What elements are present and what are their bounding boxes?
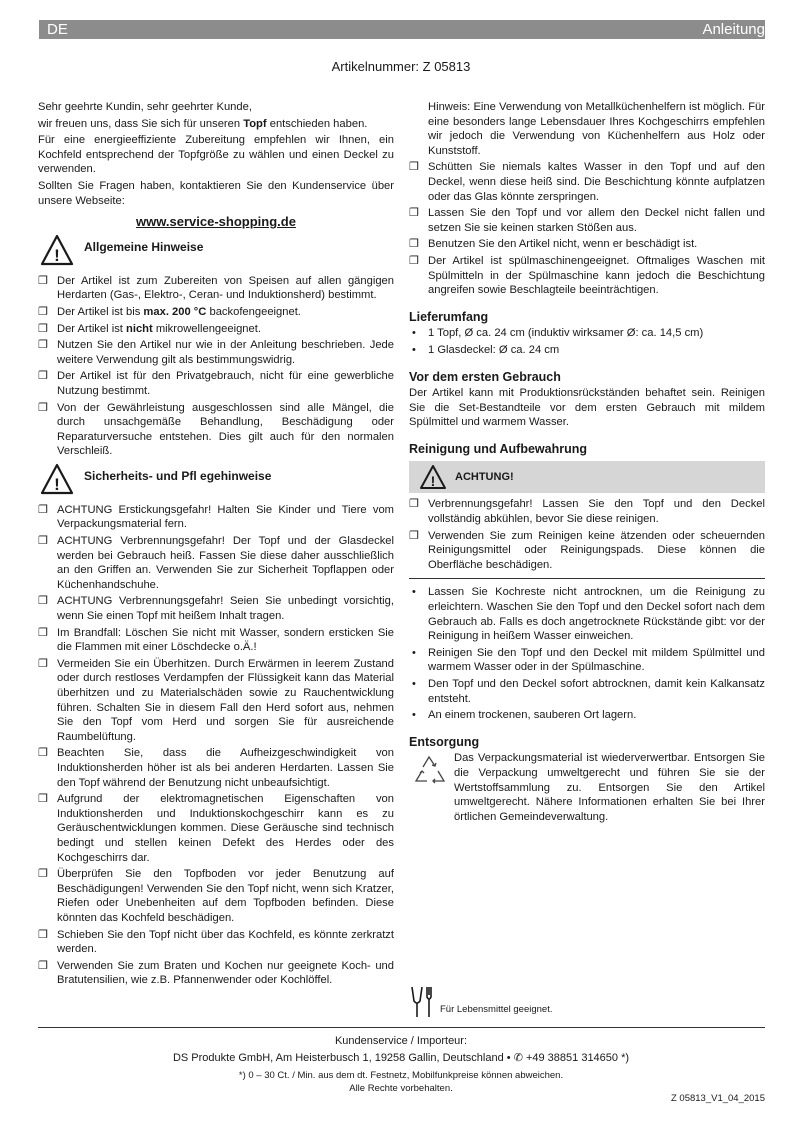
disposal-block — [409, 751, 765, 824]
svg-text:!: ! — [54, 245, 60, 265]
list-item: ❐ Überprüfen Sie den Topfboden vor jeder Benutzung auf Beschädigungen! Verwenden Sie den Topf nicht, wenn sich Kratzer, Riefen oder Unebenheiten auf dem Topfboden befinden. Diese könnten das Kochfeld beschädigen. — [38, 868, 394, 924]
list-item: ❐ ACHTUNG Verbrennungsgefahr! Seien Sie unbedingt vorsichtig, wenn Sie einen Topf mit heißem Inhalt tragen. — [38, 595, 394, 623]
checkbox-bullet-icon: ❐ — [38, 868, 48, 881]
checkbox-bullet-icon: ❐ — [409, 498, 419, 511]
list-item: ❐ Der Artikel ist nicht mikrowellengeeignet. — [38, 322, 261, 335]
list-item: ❐ Verwenden Sie zum Braten und Kochen nur geeignete Koch- und Bratutensilien, wie z.B. Pfannenwender oder Kochlöffel. — [38, 959, 394, 987]
checkbox-bullet-icon: ❐ — [409, 161, 419, 174]
delivery-title: Lieferumfang — [409, 309, 489, 324]
right-column — [409, 100, 765, 824]
food-safe-label: Für Lebensmittel geeignet. — [440, 1004, 553, 1015]
checkbox-bullet-icon: ❐ — [38, 322, 48, 335]
list-item: • 1 Topf, Ø ca. 24 cm (induktiv wirksamer Ø: ca. 14,5 cm) — [412, 327, 704, 340]
list-item: • Den Topf und den Deckel sofort abtrocknen, damit kein Kalkansatz entsteht. — [412, 678, 765, 705]
footer-service-label: Kundenservice / Importeur: — [334, 1035, 468, 1047]
disposal-text: Das Verpackungsmaterial ist wiederverwertbar. Entsorgen Sie die Verpackung umweltgerecht und führen Sie sie der Wertstoffsammlung zu. Entsorgen Sie den Artikel umweltgerecht. Nähere Informationen erhalten Sie bei Ihrer örtlichen Gemeindeverwaltung. — [454, 752, 765, 823]
checkbox-bullet-icon: ❐ — [38, 503, 48, 516]
achtung-label: ACHTUNG! — [455, 471, 514, 484]
intro-paragraph-2: Für eine energieeffiziente Zubereitung empfehlen wir Ihnen, ein Kochfeld entsprechend der Topfgröße zu wählen und einen Deckel zu verwenden. — [38, 134, 394, 176]
checkbox-bullet-icon: ❐ — [38, 595, 48, 608]
list-item: ❐ Vermeiden Sie ein Überhitzen. Durch Erwärmen in leerem Zustand oder durch restloses Verdampfen der Flüssigkeit kann das Material überhitzen und zu Materialschäden sowie zu Rauchentwicklung führen. Schalten Sie in diesem Fall den Herd sofort aus, nehmen Sie den Topf vom Herd und sorgen Sie für ausreichende Raumbelüftung. — [38, 657, 394, 743]
bullet-dot-icon: • — [412, 709, 416, 722]
bullet-dot-icon: • — [412, 343, 416, 356]
divider — [409, 578, 765, 579]
cleaning-warning-list — [409, 497, 765, 572]
safety-notes-list — [38, 503, 394, 988]
list-item: ❐ Nutzen Sie den Artikel nur wie in der Anleitung beschrieben. Jede weitere Verwendung gilt als bestimmungswidrig. — [38, 339, 394, 366]
safety-notes-heading — [38, 463, 394, 501]
bullet-dot-icon: • — [412, 327, 416, 340]
header-bar — [39, 20, 765, 39]
list-item: ❐ Von der Gewährleistung ausgeschlossen sind alle Mängel, die durch unsachgemäße Behandlung, Beschädigung oder Reparaturversuche entstehen. Dies gilt auch für den normalen Verschleiß. — [38, 401, 394, 458]
list-item: ❐ Schütten Sie niemals kaltes Wasser in den Topf und auf den Deckel, wenn diese heiß sind. Die Beschichtung könnte aufplatzen oder das Glas könnte zerspringen. — [409, 161, 765, 203]
list-item: ❐ Der Artikel ist für den Privatgebrauch, nicht für eine gewerbliche Nutzung bestimmt. — [38, 370, 394, 397]
metal-utensils-hint: Hinweis: Eine Verwendung von Metallküchenhelfern ist möglich. Für eine besonders lange Lebensdauer Ihres Kochgeschirrs empfehlen wir jedoch die Verwendung von Küchenhelfern aus Holz oder Kunststoff. — [428, 101, 765, 157]
checkbox-bullet-icon: ❐ — [38, 370, 48, 383]
checkbox-bullet-icon: ❐ — [38, 657, 48, 670]
intro-paragraph-1: wir freuen uns, dass Sie sich für unseren Topf entschieden haben. — [38, 117, 368, 130]
language-label: DE — [47, 21, 68, 38]
general-notes-list — [38, 274, 394, 459]
list-item: • 1 Glasdeckel: Ø ca. 24 cm — [412, 343, 560, 356]
food-safe-block — [409, 985, 765, 1021]
list-item: ❐ Im Brandfall: Löschen Sie nicht mit Wasser, sondern ersticken Sie die Flammen mit einer Löschdecke o.Ä.! — [38, 626, 394, 654]
list-item: ❐ Aufgrund der elektromagnetischen Eigenschaften von Induktionsherden und Induktionskochgeschirr kann es zu Geräuschentwicklungen kommen. Diese Geräusche sind technisch bedingt und stellen keinen Defekt des Herdes oder des Kochgeschirrs dar. — [38, 793, 394, 864]
list-item: ❐ Lassen Sie den Topf und vor allem den Deckel nicht fallen und setzen Sie sie keinen starken Stößen aus. — [409, 207, 765, 234]
checkbox-bullet-icon: ❐ — [38, 928, 48, 941]
list-item: ❐ Benutzen Sie den Artikel nicht, wenn er beschädigt ist. — [409, 238, 698, 251]
footer-divider — [38, 1027, 765, 1028]
safety-notes-title: Sicherheits- und Pfl egehinweise — [84, 468, 272, 483]
care-list — [409, 160, 765, 297]
list-item: ❐ Der Artikel ist bis max. 200 °C backofengeeignet. — [38, 305, 301, 318]
list-item: ❐ Verbrennungsgefahr! Lassen Sie den Topf und den Deckel vollständig abkühlen, bevor Sie diese reinigen. — [409, 498, 765, 526]
cleaning-title: Reinigung und Aufbewahrung — [409, 441, 587, 456]
checkbox-bullet-icon: ❐ — [38, 535, 48, 548]
list-item: ❐ ACHTUNG Erstickungsgefahr! Halten Sie Kinder und Tiere vom Verpackungsmaterial fern. — [38, 503, 394, 531]
first-use-title: Vor dem ersten Gebrauch — [409, 369, 561, 384]
svg-text:!: ! — [54, 474, 60, 494]
list-item: ❐ Der Artikel ist zum Zubereiten von Speisen auf allen gängigen Herdarten (Gas-, Elektro-, Ceran- und Induktionsherd) bestimmt. — [38, 274, 394, 302]
recycling-icon — [411, 753, 449, 787]
list-item: • Reinigen Sie den Topf und den Deckel mit mildem Spülmittel und warmem Wasser oder in der Spülmaschine. — [412, 646, 765, 674]
bullet-dot-icon: • — [412, 678, 416, 690]
checkbox-bullet-icon: ❐ — [38, 339, 48, 352]
checkbox-bullet-icon: ❐ — [38, 305, 48, 318]
left-column — [38, 100, 394, 990]
general-notes-heading — [38, 234, 394, 272]
bullet-dot-icon: • — [412, 646, 416, 659]
list-item: ❐ Schieben Sie den Topf nicht über das Kochfeld, es könnte zerkratzt werden. — [38, 928, 394, 956]
checkbox-bullet-icon: ❐ — [409, 207, 419, 220]
checkbox-bullet-icon: ❐ — [409, 254, 419, 267]
list-item: ❐ Beachten Sie, dass die Aufheizgeschwindigkeit von Induktionsherden höher ist als bei anderen Herdarten. Lassen Sie den Topf während der Benutzung nicht unbeaufsichtigt. — [38, 747, 394, 789]
svg-text:!: ! — [430, 473, 436, 490]
intro — [38, 100, 394, 230]
greeting: Sehr geehrte Kundin, sehr geehrter Kunde, — [38, 101, 252, 113]
warning-triangle-icon — [419, 464, 447, 490]
general-notes-title: Allgemeine Hinweise — [84, 239, 204, 254]
list-item: ❐ ACHTUNG Verbrennungsgefahr! Der Topf und der Glasdeckel werden bei Gebrauch heiß. Fassen Sie diese daher ausschließlich an den Griffen an. Verwenden Sie zur Sicherheit Topflappen oder Küchenhandschuhe. — [38, 535, 394, 591]
checkbox-bullet-icon: ❐ — [409, 238, 419, 251]
checkbox-bullet-icon: ❐ — [38, 793, 48, 806]
footer-phone-note: *) 0 – 30 Ct. / Min. aus dem dt. Festnetz, Mobilfunkpreise können abweichen. — [238, 1070, 564, 1081]
first-use-text: Der Artikel kann mit Produktionsrückständen behaftet sein. Reinigen Sie die Set-Bestandteile vor dem ersten Gebrauch mit mildem Spülmittel und warmem Wasser. — [409, 387, 765, 429]
checkbox-bullet-icon: ❐ — [409, 529, 419, 542]
warning-triangle-icon — [40, 234, 74, 266]
cleaning-list — [409, 585, 765, 722]
list-item: ❐ Der Artikel ist spülmaschinengeeignet. Oftmaliges Waschen mit Spülmitteln in der Spülmaschine kann jedoch die Beschichtung angreifen sowie Beschlagteile beeinträchtigen. — [409, 254, 765, 297]
document-type: Anleitung — [702, 21, 765, 38]
checkbox-bullet-icon: ❐ — [38, 401, 48, 414]
list-item: • An einem trockenen, sauberen Ort lagern. — [412, 709, 637, 722]
checkbox-bullet-icon: ❐ — [38, 274, 48, 287]
intro-paragraph-3: Sollten Sie Fragen haben, kontaktieren Sie den Kundenservice über unsere Webseite: — [38, 179, 394, 207]
website-link[interactable]: www.service-shopping.de — [136, 214, 296, 230]
version-code: Z 05813_V1_04_2015 — [670, 1093, 765, 1104]
footer-address: DS Produkte GmbH, Am Heisterbusch 1, 19258 Gallin, Deutschland • ✆ +49 38851 314650 *) — [172, 1052, 630, 1064]
checkbox-bullet-icon: ❐ — [38, 959, 48, 972]
glass-and-fork-icon — [409, 985, 437, 1019]
footer-rights: Alle Rechte vorbehalten. — [349, 1083, 453, 1094]
delivery-list — [409, 326, 765, 357]
checkbox-bullet-icon: ❐ — [38, 747, 48, 760]
disposal-title: Entsorgung — [409, 734, 480, 749]
bullet-dot-icon: • — [412, 586, 416, 599]
article-number: Artikelnummer: Z 05813 — [331, 59, 471, 74]
checkbox-bullet-icon: ❐ — [38, 626, 48, 639]
achtung-banner — [409, 461, 765, 493]
list-item: ❐ Verwenden Sie zum Reinigen keine ätzenden oder scheuernden Reinigungsmittel oder Reinigungspads. Diese können die Oberfläche beschädigen. — [409, 529, 765, 571]
list-item: • Lassen Sie Kochreste nicht antrocknen, um die Reinigung zu erleichtern. Waschen Sie den Topf und den Deckel sofort nach dem Gebrauch ab. Falls es doch angetrocknete Rückstände gibt: vor der Reinigung in heißem Wasser einweichen. — [412, 586, 765, 643]
warning-triangle-icon — [40, 463, 74, 495]
